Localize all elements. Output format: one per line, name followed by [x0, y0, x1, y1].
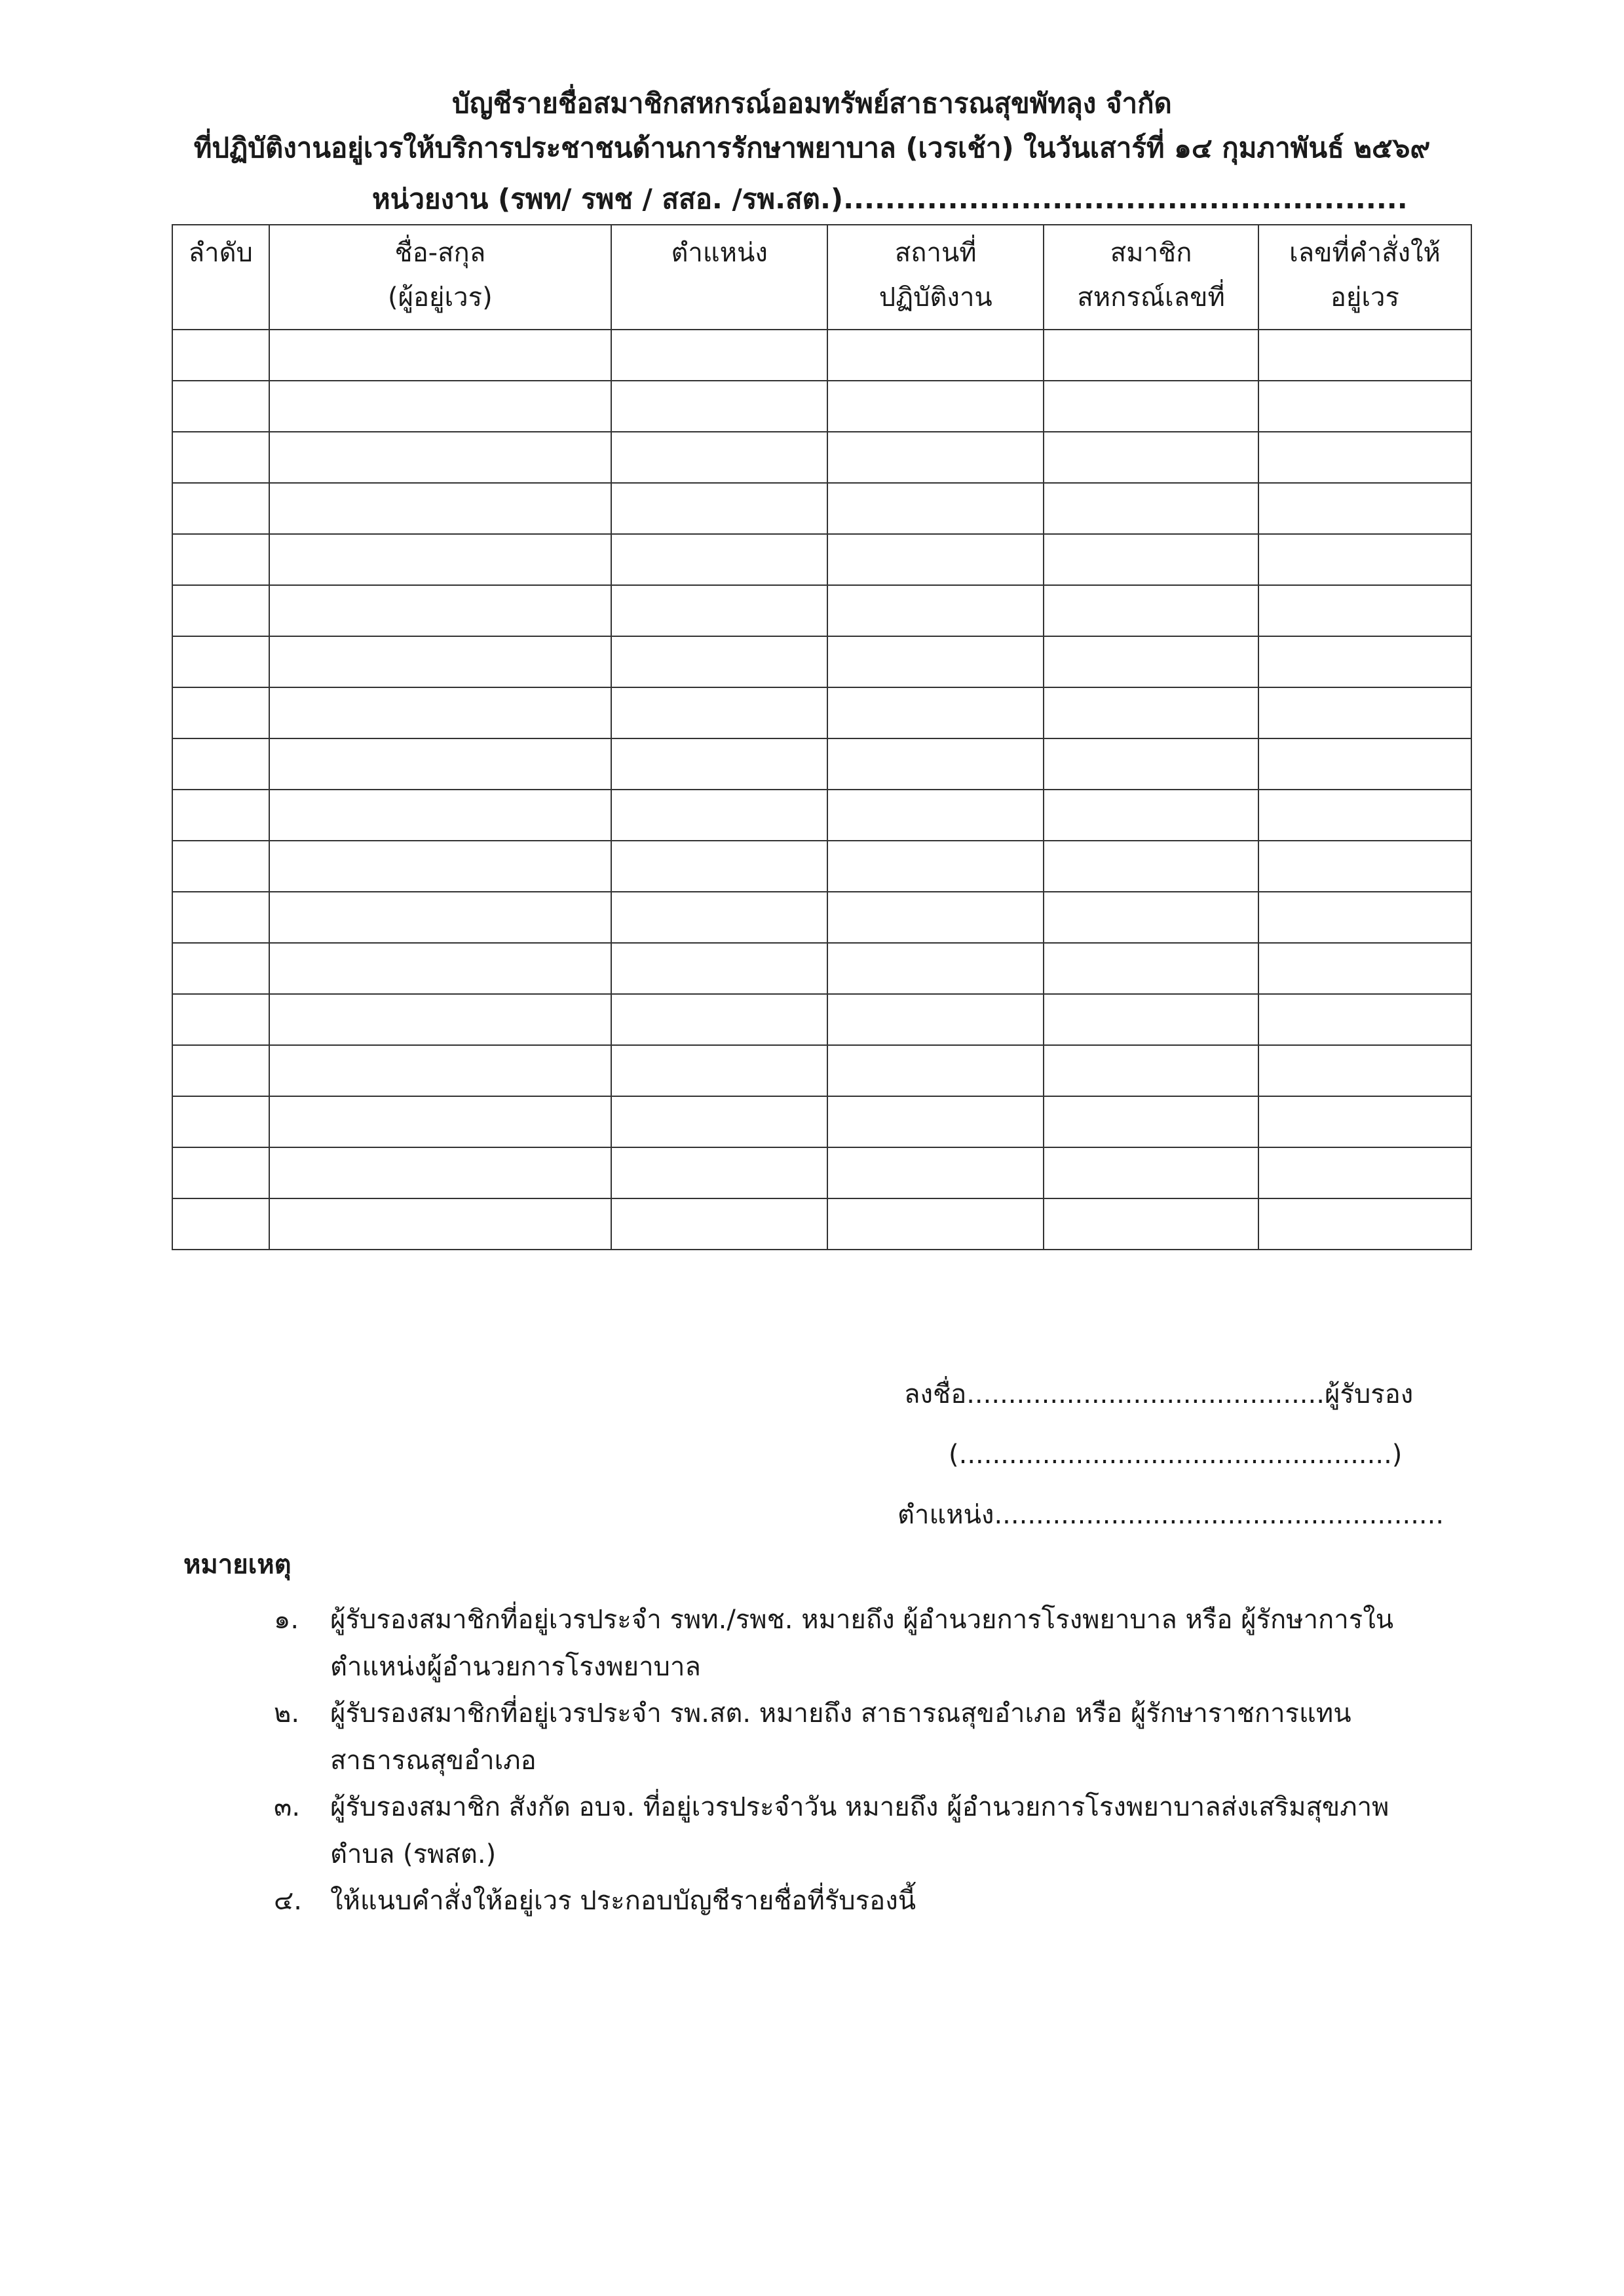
table-cell — [1258, 994, 1471, 1045]
unit-field-line: หน่วยงาน (รพท/ รพช / สสอ. /รพ.สต.)...................................................... — [372, 183, 1408, 215]
table-cell — [827, 381, 1044, 432]
table-cell — [172, 534, 269, 585]
table-cell — [827, 483, 1044, 534]
table-row — [172, 1147, 1471, 1198]
table-cell — [827, 1198, 1044, 1250]
table-cell — [827, 432, 1044, 483]
table-cell — [1044, 994, 1258, 1045]
table-cell — [1044, 381, 1258, 432]
table-row — [172, 330, 1471, 381]
table-cell — [1044, 432, 1258, 483]
table-row — [172, 994, 1471, 1045]
table-cell — [269, 687, 612, 738]
table-cell — [827, 738, 1044, 790]
table-row — [172, 841, 1471, 892]
table-cell — [172, 381, 269, 432]
table-cell — [1258, 687, 1471, 738]
table-cell — [1258, 636, 1471, 687]
table-row — [172, 738, 1471, 790]
col-header-label: สถานที่ — [894, 238, 977, 268]
table-cell — [827, 1147, 1044, 1198]
table-cell — [611, 892, 827, 943]
table-cell — [611, 790, 827, 841]
col-header-order-number — [1258, 225, 1471, 330]
duty-roster-table — [172, 224, 1472, 1250]
table-cell — [269, 381, 612, 432]
table-cell — [269, 1045, 612, 1096]
table-cell — [269, 790, 612, 841]
col-header-name — [269, 225, 612, 330]
document-subtitle: ที่ปฏิบัติงานอยู่เวรให้บริการประชาชนด้านการรักษาพยาบาล (เวรเช้า) ในวันเสาร์ที่ ๑๔ กุมภาพันธ์ ๒๕๖๙ — [193, 132, 1431, 164]
table-cell — [827, 330, 1044, 381]
table-cell — [269, 994, 612, 1045]
table-row — [172, 790, 1471, 841]
table-cell — [269, 330, 612, 381]
table-cell — [827, 534, 1044, 585]
table-cell — [269, 534, 612, 585]
table-cell — [269, 432, 612, 483]
table-cell — [1044, 1147, 1258, 1198]
table-cell — [172, 738, 269, 790]
table-cell — [269, 841, 612, 892]
col-header-label: เลขที่คำสั่งให้ — [1289, 238, 1441, 268]
table-cell — [172, 585, 269, 636]
table-cell — [172, 1045, 269, 1096]
table-cell — [1044, 1045, 1258, 1096]
table-cell — [1044, 841, 1258, 892]
table-cell — [172, 330, 269, 381]
note-text: ผู้รับรองสมาชิกที่อยู่เวรประจำ รพ.สต. หมายถึง สาธารณสุขอำเภอ หรือ ผู้รักษาราชการแทนสาธารณสุขอำเภอ — [330, 1698, 1351, 1776]
table-cell — [611, 1198, 827, 1250]
col-header-position — [611, 225, 827, 330]
col-header-label: (ผู้อยู่เวร) — [387, 282, 493, 313]
table-cell — [1258, 534, 1471, 585]
table-cell — [827, 943, 1044, 994]
signature-name-line: (....................................................) — [949, 1440, 1403, 1470]
table-row — [172, 943, 1471, 994]
table-cell — [1258, 381, 1471, 432]
table-row — [172, 585, 1471, 636]
table-cell — [172, 432, 269, 483]
table-cell — [611, 994, 827, 1045]
table-cell — [1044, 1096, 1258, 1147]
table-body — [172, 330, 1471, 1250]
table-cell — [1258, 943, 1471, 994]
note-text: ผู้รับรองสมาชิก สังกัด อบจ. ที่อยู่เวรประจำวัน หมายถึง ผู้อำนวยการโรงพยาบาลส่งเสริมสุขภาพตำบล (รพสต.) — [330, 1792, 1389, 1869]
table-row — [172, 534, 1471, 585]
table-cell — [827, 636, 1044, 687]
table-cell — [611, 1045, 827, 1096]
table-cell — [611, 534, 827, 585]
signature-position-line: ตำแหน่ง...................................................... — [897, 1500, 1445, 1530]
note-text: ผู้รับรองสมาชิกที่อยู่เวรประจำ รพท./รพช. หมายถึง ผู้อำนวยการโรงพยาบาล หรือ ผู้รักษาการในตำแหน่งผู้อำนวยการโรงพยาบาล — [330, 1605, 1394, 1682]
table-row — [172, 892, 1471, 943]
table-cell — [611, 432, 827, 483]
table-cell — [827, 585, 1044, 636]
table-row — [172, 381, 1471, 432]
table-cell — [827, 892, 1044, 943]
table-cell — [1258, 585, 1471, 636]
table-cell — [1044, 330, 1258, 381]
col-header-order — [172, 225, 269, 330]
table-cell — [1258, 483, 1471, 534]
table-cell — [1044, 943, 1258, 994]
note-number: ๑. — [274, 1605, 299, 1635]
table-row — [172, 1198, 1471, 1250]
table-cell — [1044, 790, 1258, 841]
table-row — [172, 1096, 1471, 1147]
table-cell — [269, 1096, 612, 1147]
col-header-label: ชื่อ-สกุล — [394, 238, 486, 268]
note-number: ๓. — [274, 1792, 301, 1822]
table-cell — [827, 790, 1044, 841]
table-cell — [827, 841, 1044, 892]
table-cell — [172, 1147, 269, 1198]
table-cell — [1258, 892, 1471, 943]
col-header-member-number — [1044, 225, 1258, 330]
table-cell — [172, 790, 269, 841]
table-cell — [1258, 1147, 1471, 1198]
table-cell — [1258, 790, 1471, 841]
table-cell — [269, 943, 612, 994]
table-cell — [1044, 585, 1258, 636]
table-row — [172, 432, 1471, 483]
table-cell — [827, 994, 1044, 1045]
table-cell — [1044, 892, 1258, 943]
table-cell — [611, 841, 827, 892]
table-cell — [172, 994, 269, 1045]
table-cell — [1044, 738, 1258, 790]
table-cell — [1044, 1198, 1258, 1250]
col-header-label: อยู่เวร — [1330, 282, 1399, 313]
table-cell — [269, 585, 612, 636]
table-cell — [1258, 330, 1471, 381]
table-cell — [1044, 534, 1258, 585]
table-cell — [827, 687, 1044, 738]
note-text: ให้แนบคำสั่งให้อยู่เวร ประกอบบัญชีรายชื่อที่รับรองนี้ — [330, 1886, 916, 1916]
table-row — [172, 483, 1471, 534]
col-header-label: ปฏิบัติงาน — [878, 282, 992, 313]
col-header-label: สมาชิก — [1110, 238, 1192, 268]
table-cell — [611, 330, 827, 381]
table-cell — [1258, 1045, 1471, 1096]
table-cell — [611, 1096, 827, 1147]
table-cell — [611, 381, 827, 432]
table-cell — [172, 1198, 269, 1250]
table-header-row — [172, 225, 1471, 330]
col-header-label: ลำดับ — [188, 238, 253, 268]
col-header-workplace — [827, 225, 1044, 330]
note-number: ๔. — [274, 1886, 302, 1916]
table-cell — [1258, 1198, 1471, 1250]
signature-line: ลงชื่อ...........................................ผู้รับรอง — [904, 1379, 1414, 1409]
table-cell — [172, 483, 269, 534]
table-cell — [269, 738, 612, 790]
document-title: บัญชีรายชื่อสมาชิกสหกรณ์ออมทรัพย์สาธารณสุขพัทลุง จำกัด — [452, 87, 1172, 119]
table-cell — [172, 1096, 269, 1147]
table-cell — [1044, 483, 1258, 534]
table-cell — [1258, 841, 1471, 892]
table-cell — [269, 483, 612, 534]
table-cell — [1044, 687, 1258, 738]
table-cell — [611, 483, 827, 534]
table-cell — [611, 1147, 827, 1198]
table-cell — [611, 738, 827, 790]
table-row — [172, 1045, 1471, 1096]
col-header-label: สหกรณ์เลขที่ — [1077, 282, 1225, 313]
table-cell — [172, 841, 269, 892]
table-cell — [827, 1096, 1044, 1147]
table-row — [172, 636, 1471, 687]
table-cell — [1258, 1096, 1471, 1147]
table-cell — [1258, 738, 1471, 790]
table-cell — [1258, 432, 1471, 483]
table-cell — [172, 687, 269, 738]
table-cell — [269, 1147, 612, 1198]
table-cell — [172, 636, 269, 687]
table-cell — [1044, 636, 1258, 687]
table-cell — [269, 636, 612, 687]
table-cell — [269, 892, 612, 943]
note-number: ๒. — [274, 1698, 300, 1729]
table-cell — [611, 636, 827, 687]
table-cell — [611, 943, 827, 994]
table-row — [172, 687, 1471, 738]
table-cell — [827, 1045, 1044, 1096]
col-header-label: ตำแหน่ง — [671, 238, 768, 268]
table-cell — [269, 1198, 612, 1250]
table-cell — [172, 943, 269, 994]
table-cell — [611, 585, 827, 636]
table-cell — [172, 892, 269, 943]
table-cell — [611, 687, 827, 738]
notes-heading: หมายเหตุ — [183, 1550, 292, 1580]
